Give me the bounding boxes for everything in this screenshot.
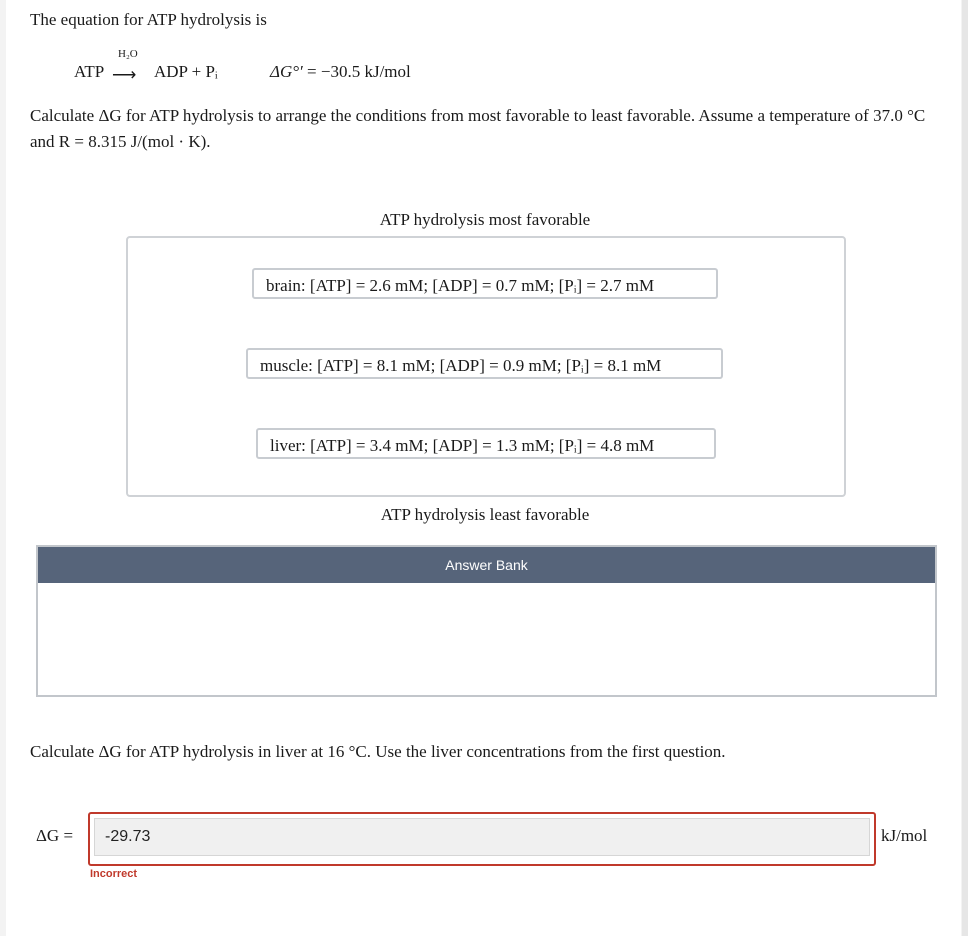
question1-intro: The equation for ATP hydrolysis is: [30, 10, 267, 29]
answer-bank[interactable]: [36, 545, 937, 697]
scrollbar[interactable]: [962, 0, 968, 936]
ranking-item-muscle[interactable]: muscle: [ATP] = 8.1 mM; [ADP] = 0.9 mM; [Pᵢ] = 8.1 mM: [246, 348, 723, 379]
delta-g-value: = −30.5 kJ/mol: [307, 62, 411, 81]
most-favorable-label: ATP hydrolysis most favorable: [379, 210, 591, 229]
answer-bank-header: Answer Bank: [38, 547, 935, 583]
ranking-item-brain[interactable]: brain: [ATP] = 2.6 mM; [ADP] = 0.7 mM; [Pᵢ] = 2.7 mM: [252, 268, 718, 299]
question2-instruction: Calculate ΔG for ATP hydrolysis in liver at 16 °C. Use the liver concentrations from the first question.: [30, 742, 726, 761]
reaction-arrow-icon: ⟶: [112, 65, 137, 84]
ranking-item-liver[interactable]: liver: [ATP] = 3.4 mM; [ADP] = 1.3 mM; [Pᵢ] = 4.8 mM: [256, 428, 716, 459]
delta-g-label: ΔG°′: [270, 62, 303, 81]
atp-hydrolysis-equation: [74, 46, 494, 86]
answer-field-frame: [88, 812, 876, 866]
least-favorable-label: ATP hydrolysis least favorable: [380, 505, 590, 524]
equation-delta-g: [270, 62, 411, 82]
unit-label: kJ/mol: [881, 826, 928, 845]
incorrect-status: Incorrect: [90, 868, 138, 880]
question-page: [6, 0, 961, 936]
delta-g-field-label: ΔG =: [36, 826, 74, 845]
delta-g-input[interactable]: [94, 818, 870, 856]
equation-products: ADP + Pᵢ: [154, 62, 218, 81]
equation-reactant: ATP: [74, 62, 105, 81]
equation-catalyst: H₂O: [118, 48, 138, 60]
question1-instruction: Calculate ΔG for ATP hydrolysis to arrange the conditions from most favorable to least favorable. Assume a temperature of 37.0 °C and R = 8.315 J/(mol · K).: [30, 106, 926, 151]
